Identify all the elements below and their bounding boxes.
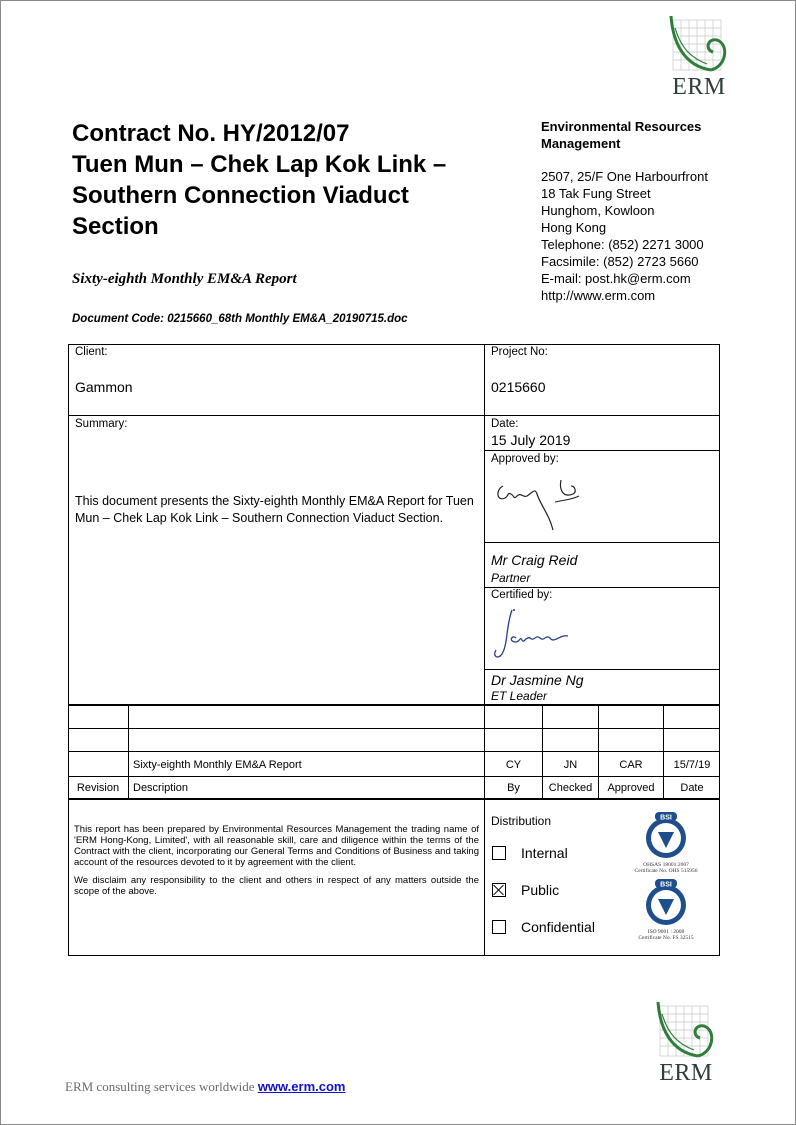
cert-line: ISO 9001 : 2008 [647, 929, 685, 935]
title-line: Contract No. HY/2012/07 [72, 120, 350, 147]
header-checked: Checked [548, 782, 593, 794]
divider [484, 542, 720, 543]
disclaimer [74, 824, 479, 904]
bsi-badge-icon [640, 810, 692, 860]
date-label: Date: [491, 418, 519, 430]
revision-description: Sixty-eighth Monthly EM&A Report [133, 759, 302, 771]
erm-fern-icon [667, 14, 731, 76]
bsi-badge-icon [640, 877, 692, 927]
document-code: Document Code: 0215660_68th Monthly EM&A_20190715.doc [72, 313, 408, 325]
certifier-role: ET Leader [491, 689, 548, 703]
erm-logo-text: ERM [672, 74, 726, 100]
approver-name: Mr Craig Reid [491, 552, 578, 568]
address-line: 2507, 25/F One Harbourfront [541, 169, 708, 184]
address-line: 18 Tak Fung Street [541, 186, 651, 201]
client-value: Gammon [75, 379, 133, 395]
client-label: Client: [75, 346, 108, 358]
header-by: By [507, 782, 520, 794]
report-subtitle: Sixty-eighth Monthly EM&A Report [72, 271, 297, 287]
website: http://www.erm.com [541, 288, 656, 303]
svg-text:BSI: BSI [660, 881, 672, 889]
header-description: Description [133, 782, 189, 794]
divider [68, 728, 720, 729]
revision-approved: CAR [619, 759, 643, 771]
certified-label: Certified by: [491, 589, 553, 601]
summary-text: This document presents the Sixty-eighth Monthly EM&A Report for Tuen Mun – Chek Lap Kok Link – Southern Connection Viaduct Section. [75, 494, 474, 525]
erm-logo-bottom [654, 1000, 718, 1087]
distribution-internal[interactable] [492, 845, 568, 861]
disclaimer-paragraph: We disclaim any responsibility to the client and others in respect of any matters outside the scope of the above. [74, 875, 479, 897]
certifier-signature [490, 604, 580, 666]
public-checkbox[interactable] [492, 883, 506, 897]
email: E-mail: post.hk@erm.com [541, 271, 691, 286]
erm-logo-top [667, 14, 731, 101]
divider [128, 704, 129, 798]
address-line: Hong Kong [541, 220, 607, 235]
erm-fern-icon [654, 1000, 718, 1062]
title-line: Southern Connection Viaduct [72, 182, 409, 209]
internal-checkbox[interactable] [492, 846, 506, 860]
erm-logo-text: ERM [659, 1060, 713, 1086]
iso-certification [626, 877, 706, 941]
approver-signature [493, 472, 583, 534]
divider [484, 587, 720, 588]
footer [65, 1079, 345, 1095]
divider [484, 669, 720, 670]
ohsas-certification [626, 810, 706, 874]
company-name: Environmental Resources Management [541, 119, 702, 151]
public-label: Public [521, 882, 560, 898]
divider [68, 798, 720, 800]
revision-by: CY [505, 759, 522, 771]
distribution-title: Distribution [491, 814, 552, 828]
divider [484, 798, 485, 956]
confidential-label: Confidential [521, 919, 595, 935]
approved-label: Approved by: [491, 453, 559, 465]
internal-label: Internal [521, 845, 568, 861]
revision-date: 15/7/19 [673, 759, 711, 771]
title-line: Tuen Mun – Chek Lap Kok Link – [72, 151, 447, 178]
distribution-public[interactable] [492, 882, 559, 898]
project-label: Project No: [491, 346, 548, 358]
divider [68, 415, 720, 416]
address-line: Hunghom, Kowloon [541, 203, 655, 218]
footer-text: ERM consulting services worldwide [65, 1079, 255, 1094]
title-line: Section [72, 213, 159, 240]
confidential-checkbox[interactable] [492, 920, 506, 934]
footer-link[interactable]: www.erm.com [257, 1079, 346, 1094]
cert-line: OHSAS 18001:2007 [643, 862, 689, 868]
svg-text:BSI: BSI [660, 814, 672, 822]
revision-checked: JN [563, 759, 578, 771]
divider [68, 776, 720, 777]
header-revision: Revision [76, 782, 120, 794]
document-title [72, 118, 492, 242]
facsimile: Facsimile: (852) 2723 5660 [541, 254, 699, 269]
date-value: 15 July 2019 [491, 432, 571, 448]
disclaimer-paragraph: This report has been prepared by Environmental Resources Management the trading name of 'ERM Hong-Kong, Limited', with all reasonable skill, care and diligence within the terms of the Contract with the client, incorporating our General Terms and Conditions of Business and taking account of the resources devoted to it by agreement with the client. [74, 824, 479, 868]
cert-line: Certificate No. OHS 515956 [634, 868, 698, 874]
divider [68, 751, 720, 752]
telephone: Telephone: (852) 2271 3000 [541, 237, 704, 252]
divider [68, 704, 720, 706]
header-approved: Approved [607, 782, 655, 794]
divider [484, 450, 720, 451]
distribution-confidential[interactable] [492, 919, 595, 935]
divider [484, 344, 485, 704]
summary-label: Summary: [75, 418, 128, 430]
cert-line: Certificate No. FS 32515 [638, 935, 694, 941]
approver-role: Partner [491, 571, 531, 585]
certifier-name: Dr Jasmine Ng [491, 672, 584, 688]
company-address [541, 118, 721, 304]
header-date: Date [680, 782, 704, 794]
project-value: 0215660 [491, 379, 546, 395]
